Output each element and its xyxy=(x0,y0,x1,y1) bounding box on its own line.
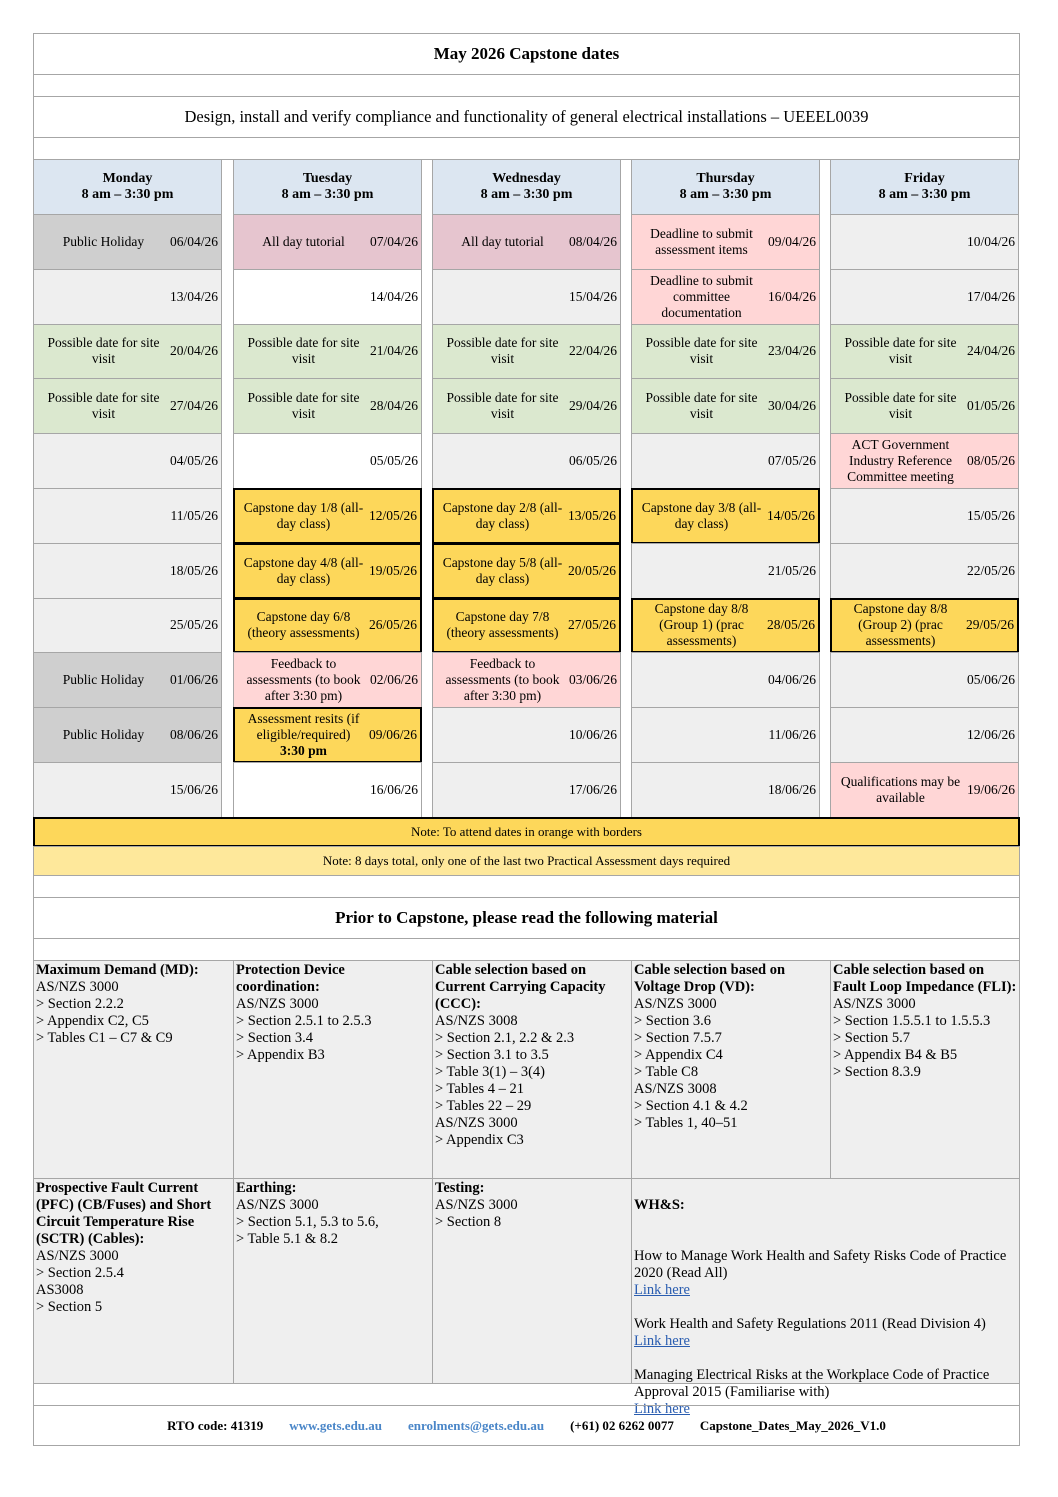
cell-date: 04/05/26 xyxy=(169,453,218,469)
cell-date: 29/04/26 xyxy=(568,398,617,414)
cell-date: 08/04/26 xyxy=(568,233,617,249)
calendar-cell xyxy=(432,214,621,270)
cell-label-text: Possible date for site visit xyxy=(645,335,758,367)
spacer-row xyxy=(33,74,1020,97)
cell-label-text: Capstone day 5/8 (all-day class) xyxy=(442,554,563,586)
material-heading: Cable selection based on Voltage Drop (VD): xyxy=(634,962,786,995)
material-heading: Earthing: xyxy=(236,1180,297,1196)
calendar-cell xyxy=(432,433,621,489)
note-attend-dates-text: Note: To attend dates in orange with borders xyxy=(411,824,642,839)
material-body: AS/NZS 3000 > Section 2.5.4 AS3008 > Section 5 xyxy=(36,1248,124,1315)
cell-label xyxy=(238,711,369,759)
calendar-cell xyxy=(33,598,222,654)
materials-heading-text: Prior to Capstone, please read the following material xyxy=(335,908,718,927)
note-days-total-text: Note: 8 days total, only one of the last two Practical Assessment days required xyxy=(322,853,731,868)
cell-date: 16/06/26 xyxy=(369,781,418,797)
cell-date: 02/06/26 xyxy=(369,672,418,688)
cell-date: 05/06/26 xyxy=(966,672,1015,688)
cell-label xyxy=(436,335,569,367)
cell-date: 26/05/26 xyxy=(368,617,417,633)
calendar-cell xyxy=(233,324,422,380)
calendar-cell xyxy=(631,378,820,434)
cell-label-text: ACT Government Industry Reference Committee meeting xyxy=(847,437,954,485)
material-heading: Prospective Fault Current (PFC) (CB/Fuses) and Short Circuit Temperature Rise (SCTR) (Cables): xyxy=(36,1180,212,1247)
day-time: 8 am – 3:30 pm xyxy=(480,187,573,202)
cell-label-text: Deadline to submit assessment items xyxy=(650,225,753,257)
cell-label xyxy=(437,500,568,532)
cell-label xyxy=(237,335,370,367)
material-body: AS/NZS 3000 > Section 8 xyxy=(435,1197,518,1230)
calendar-cell xyxy=(233,269,422,325)
calendar-cell xyxy=(631,488,820,544)
calendar-cell xyxy=(830,433,1019,489)
cell-label-bold: 3:30 pm xyxy=(280,743,327,759)
cell-date: 12/06/26 xyxy=(966,727,1015,743)
cell-label xyxy=(635,273,768,321)
calendar-cell xyxy=(233,543,422,599)
cell-label xyxy=(237,656,370,704)
calendar-cell xyxy=(233,214,422,270)
materials-heading xyxy=(33,897,1020,939)
cell-label-text: Possible date for site visit xyxy=(47,335,160,367)
cell-date: 21/04/26 xyxy=(369,343,418,359)
cell-date: 09/04/26 xyxy=(767,233,816,249)
calendar-cell xyxy=(233,378,422,434)
day-header-monday xyxy=(33,159,222,215)
material-body: AS/NZS 3000 > Section 1.5.5.1 to 1.5.5.3 > Section 5.7 > Appendix B4 & B5 > Section 8.3.9 xyxy=(833,996,991,1080)
whs-item-text: Work Health and Safety Regulations 2011 (Read Division 4) xyxy=(634,1316,986,1332)
cell-date: 30/04/26 xyxy=(767,398,816,414)
cell-label xyxy=(834,390,967,422)
footer xyxy=(33,1405,1020,1446)
calendar-cell xyxy=(432,762,621,818)
calendar-cell xyxy=(830,269,1019,325)
cell-date: 13/04/26 xyxy=(169,288,218,304)
calendar-cell xyxy=(33,214,222,270)
calendar-cell xyxy=(33,488,222,544)
cell-label-text: Capstone day 2/8 (all-day class) xyxy=(442,499,563,531)
whs-heading: WH&S: xyxy=(634,1197,685,1213)
cell-label-text: Public Holiday xyxy=(62,233,145,249)
cell-label xyxy=(635,390,768,422)
cell-label xyxy=(437,609,568,641)
cell-label xyxy=(238,555,369,587)
cell-date: 01/06/26 xyxy=(169,672,218,688)
material-cell xyxy=(631,960,831,1179)
page-title xyxy=(33,33,1020,75)
calendar-cell xyxy=(233,707,422,763)
material-cell xyxy=(233,1178,433,1384)
day-name: Friday xyxy=(904,171,945,186)
calendar-cell xyxy=(432,598,621,654)
calendar-cell xyxy=(830,324,1019,380)
cell-date: 22/05/26 xyxy=(966,562,1015,578)
cell-label-text: Public Holiday xyxy=(62,727,145,743)
calendar-cell xyxy=(33,543,222,599)
cell-date: 10/04/26 xyxy=(966,233,1015,249)
cell-label-text: Possible date for site visit xyxy=(446,390,559,422)
whs-link-2[interactable]: Link here xyxy=(634,1333,690,1349)
cell-label xyxy=(37,672,170,688)
page-subtitle-text: Design, install and verify compliance and functionality of general electrical installations – UEEEL0039 xyxy=(184,107,869,126)
cell-label xyxy=(635,226,768,258)
cell-date: 08/06/26 xyxy=(169,727,218,743)
cell-label xyxy=(37,727,170,743)
cell-label-text: Public Holiday xyxy=(62,672,145,688)
cell-label xyxy=(37,234,170,250)
material-heading: Cable selection based on Fault Loop Impedance (FLI): xyxy=(833,962,1017,995)
calendar-cell xyxy=(830,652,1019,708)
cell-label-text: Possible date for site visit xyxy=(645,390,758,422)
cell-date: 17/06/26 xyxy=(568,781,617,797)
calendar-cell xyxy=(233,652,422,708)
material-cell xyxy=(33,1178,234,1384)
cell-label-text: Qualifications may be available xyxy=(840,773,961,805)
day-name: Monday xyxy=(102,171,153,186)
calendar-cell xyxy=(631,652,820,708)
cell-date: 23/04/26 xyxy=(767,343,816,359)
cell-label-text: Possible date for site visit xyxy=(844,335,957,367)
calendar-cell xyxy=(432,324,621,380)
cell-date: 09/06/26 xyxy=(368,727,417,743)
cell-date: 06/04/26 xyxy=(169,233,218,249)
cell-date: 28/05/26 xyxy=(766,617,815,633)
calendar-cell xyxy=(233,433,422,489)
cell-date: 18/06/26 xyxy=(767,781,816,797)
calendar-cell xyxy=(631,269,820,325)
calendar-cell xyxy=(631,324,820,380)
material-body: AS/NZS 3000 > Section 2.5.1 to 2.5.3 > Section 3.4 > Appendix B3 xyxy=(236,996,372,1063)
cell-label xyxy=(238,500,369,532)
cell-label-text: Feedback to assessments (to book after 3:30 pm) xyxy=(246,656,361,704)
cell-date: 15/05/26 xyxy=(966,507,1015,523)
whs-item-2 xyxy=(634,1316,1017,1350)
cell-label-text: Deadline to submit committee documentation xyxy=(650,272,753,320)
whs-item-1 xyxy=(634,1248,1017,1299)
cell-date: 25/05/26 xyxy=(169,617,218,633)
calendar-cell xyxy=(631,214,820,270)
cell-date: 21/05/26 xyxy=(767,562,816,578)
note-attend-dates xyxy=(33,817,1020,847)
day-time: 8 am – 3:30 pm xyxy=(679,187,772,202)
cell-date: 20/04/26 xyxy=(169,343,218,359)
calendar-cell xyxy=(830,762,1019,818)
day-header-friday xyxy=(830,159,1019,215)
day-name: Thursday xyxy=(696,171,755,186)
cell-date: 19/05/26 xyxy=(368,562,417,578)
cell-label-text: All day tutorial xyxy=(262,233,345,249)
cell-label-text: Capstone day 3/8 (all-day class) xyxy=(641,499,762,531)
cell-label xyxy=(37,390,170,422)
cell-label-text: Capstone day 1/8 (all-day class) xyxy=(243,499,364,531)
page-title-text: May 2026 Capstone dates xyxy=(433,44,620,63)
cell-label xyxy=(436,390,569,422)
cell-label xyxy=(635,335,768,367)
cell-date: 03/06/26 xyxy=(568,672,617,688)
cell-date: 20/05/26 xyxy=(567,562,616,578)
cell-label xyxy=(636,500,767,532)
day-header-tuesday xyxy=(233,159,422,215)
cell-date: 29/05/26 xyxy=(965,617,1014,633)
cell-label xyxy=(436,656,569,704)
calendar-cell xyxy=(432,269,621,325)
whs-link-1[interactable]: Link here xyxy=(634,1282,690,1298)
calendar-cell xyxy=(432,543,621,599)
material-heading: Cable selection based on Current Carrying Capacity (CCC): xyxy=(435,962,606,1012)
document-version: Capstone_Dates_May_2026_V1.0 xyxy=(699,1417,886,1433)
material-body: AS/NZS 3000 > Section 5.1, 5.3 to 5.6, > Table 5.1 & 8.2 xyxy=(236,1197,379,1247)
cell-label-text: Capstone day 7/8 (theory assessments) xyxy=(446,609,559,641)
cell-label xyxy=(237,390,370,422)
calendar-cell xyxy=(432,652,621,708)
material-cell xyxy=(432,960,632,1179)
calendar-cell xyxy=(33,324,222,380)
cell-date: 14/04/26 xyxy=(369,288,418,304)
cell-date: 01/05/26 xyxy=(966,398,1015,414)
day-name: Wednesday xyxy=(492,171,561,186)
material-heading: Maximum Demand (MD): xyxy=(36,962,199,978)
calendar-cell xyxy=(432,707,621,763)
cell-date: 17/04/26 xyxy=(966,288,1015,304)
calendar-cell xyxy=(830,378,1019,434)
cell-date: 22/04/26 xyxy=(568,343,617,359)
material-body: AS/NZS 3000 > Section 3.6 > Section 7.5.7 > Appendix C4 > Table C8 AS/NZS 3008 > Section 4.1 & 4.2 > Tables 1, 40–51 xyxy=(634,996,748,1131)
email-link[interactable]: enrolments@gets.edu.au xyxy=(408,1417,545,1433)
cell-date: 13/05/26 xyxy=(567,507,616,523)
material-cell xyxy=(830,960,1020,1179)
cell-label xyxy=(835,601,966,649)
calendar-cell xyxy=(631,598,820,654)
cell-date: 12/05/26 xyxy=(368,507,417,523)
cell-label-text: Possible date for site visit xyxy=(247,335,360,367)
cell-date: 07/04/26 xyxy=(369,233,418,249)
cell-label-text: Possible date for site visit xyxy=(844,390,957,422)
calendar-cell xyxy=(631,762,820,818)
material-body: AS/NZS 3000 > Section 2.2.2 > Appendix C2, C5 > Tables C1 – C7 & C9 xyxy=(36,979,173,1046)
cell-date: 24/04/26 xyxy=(966,343,1015,359)
calendar-cell xyxy=(233,598,422,654)
calendar-cell xyxy=(233,762,422,818)
cell-label xyxy=(238,609,369,641)
calendar-cell xyxy=(631,707,820,763)
spacer-row xyxy=(33,938,1020,961)
cell-label xyxy=(834,774,967,806)
cell-date: 07/05/26 xyxy=(767,453,816,469)
whs-link-3[interactable]: Link here xyxy=(634,1401,690,1417)
cell-label-text: Capstone day 8/8 (Group 2) (prac assessments) xyxy=(853,601,948,649)
calendar-cell xyxy=(33,433,222,489)
note-days-total xyxy=(33,846,1020,876)
spacer-row xyxy=(33,137,1020,160)
cell-date: 15/06/26 xyxy=(169,781,218,797)
cell-date: 18/05/26 xyxy=(169,562,218,578)
spacer-row xyxy=(33,875,1020,898)
day-time: 8 am – 3:30 pm xyxy=(878,187,971,202)
cell-date: 10/06/26 xyxy=(568,727,617,743)
cell-label-text: Capstone day 8/8 (Group 1) (prac assessments) xyxy=(654,601,749,649)
calendar-cell xyxy=(631,543,820,599)
calendar-cell xyxy=(830,214,1019,270)
cell-label-text: All day tutorial xyxy=(461,233,544,249)
cell-label xyxy=(437,555,568,587)
cell-label xyxy=(37,335,170,367)
material-cell xyxy=(33,960,234,1179)
calendar-cell xyxy=(830,598,1019,654)
cell-label-text: Feedback to assessments (to book after 3:30 pm) xyxy=(445,656,560,704)
calendar-cell xyxy=(33,762,222,818)
calendar-cell xyxy=(33,707,222,763)
cell-date: 27/05/26 xyxy=(567,617,616,633)
day-time: 8 am – 3:30 pm xyxy=(81,187,174,202)
whs-cell xyxy=(631,1178,1020,1417)
calendar-cell xyxy=(33,269,222,325)
day-header-thursday xyxy=(631,159,820,215)
cell-date: 27/04/26 xyxy=(169,398,218,414)
page-subtitle xyxy=(33,96,1020,138)
calendar-cell xyxy=(830,707,1019,763)
cell-label-text: Capstone day 6/8 (theory assessments) xyxy=(247,609,360,641)
cell-label xyxy=(834,437,967,485)
cell-date: 15/04/26 xyxy=(568,288,617,304)
cell-label xyxy=(436,234,569,250)
calendar-cell xyxy=(233,488,422,544)
cell-label-text: Possible date for site visit xyxy=(247,390,360,422)
calendar-cell xyxy=(33,652,222,708)
phone-number: (+61) 02 6262 0077 xyxy=(570,1417,674,1433)
website-link[interactable]: www.gets.edu.au xyxy=(289,1417,383,1433)
cell-label-text: Capstone day 4/8 (all-day class) xyxy=(243,554,364,586)
cell-date: 08/05/26 xyxy=(966,453,1015,469)
calendar-cell xyxy=(830,488,1019,544)
material-heading: Protection Device coordination: xyxy=(236,962,345,995)
calendar-cell xyxy=(432,378,621,434)
cell-label-text: Possible date for site visit xyxy=(47,390,160,422)
calendar-cell xyxy=(33,378,222,434)
day-time: 8 am – 3:30 pm xyxy=(281,187,374,202)
cell-label-text: Possible date for site visit xyxy=(446,335,559,367)
whs-item-text: Managing Electrical Risks at the Workplace Code of Practice Approval 2015 (Familiarise with) xyxy=(634,1367,990,1400)
whs-item-text: How to Manage Work Health and Safety Risks Code of Practice 2020 (Read All) xyxy=(634,1248,1007,1281)
cell-date: 06/05/26 xyxy=(568,453,617,469)
calendar-cell xyxy=(432,488,621,544)
day-name: Tuesday xyxy=(302,171,353,186)
cell-label xyxy=(834,335,967,367)
cell-label xyxy=(237,234,370,250)
cell-date: 05/05/26 xyxy=(369,453,418,469)
cell-label xyxy=(636,601,767,649)
cell-date: 14/05/26 xyxy=(766,507,815,523)
calendar-cell xyxy=(631,433,820,489)
spacer-row xyxy=(33,1383,1020,1406)
material-cell xyxy=(233,960,433,1179)
cell-date: 11/05/26 xyxy=(170,507,218,523)
cell-date: 04/06/26 xyxy=(767,672,816,688)
cell-date: 19/06/26 xyxy=(966,781,1015,797)
cell-date: 28/04/26 xyxy=(369,398,418,414)
cell-date: 11/06/26 xyxy=(768,727,816,743)
material-body: AS/NZS 3008 > Section 2.1, 2.2 & 2.3 > Section 3.1 to 3.5 > Table 3(1) – 3(4) > Tables 4 – 21 > Tables 22 – 29 AS/NZS 3000 > Appendix C3 xyxy=(435,1013,575,1148)
cell-date: 16/04/26 xyxy=(767,288,816,304)
rto-code: RTO code: 41319 xyxy=(167,1417,264,1433)
material-heading: Testing: xyxy=(435,1180,485,1196)
cell-label-text: Assessment resits (if eligible/required) xyxy=(247,711,360,743)
material-cell xyxy=(432,1178,632,1384)
calendar-cell xyxy=(830,543,1019,599)
day-header-wednesday xyxy=(432,159,621,215)
